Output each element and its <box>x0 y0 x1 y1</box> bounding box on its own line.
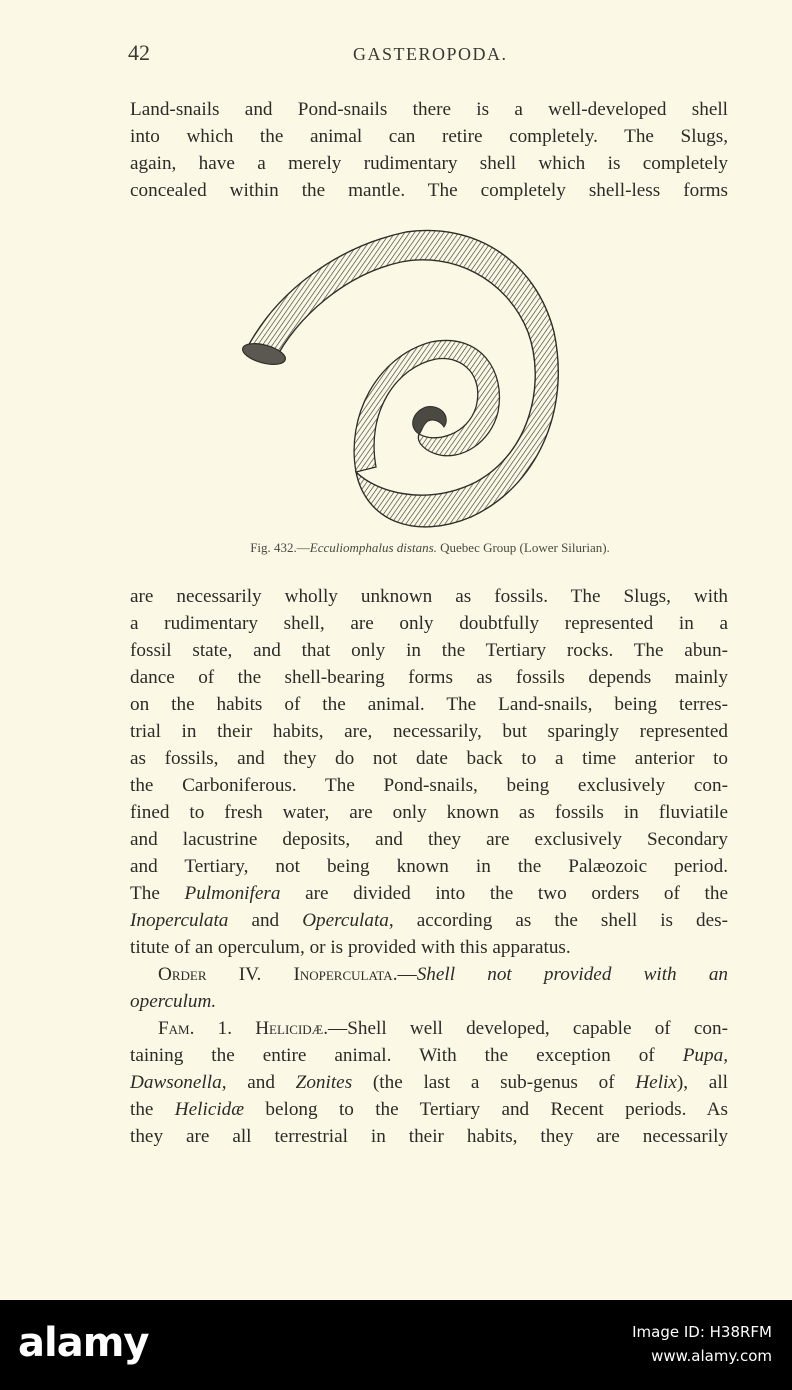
text-run: ), all <box>676 1072 728 1093</box>
text-run: are divided into the two orders of the <box>280 883 728 904</box>
text-line <box>130 1096 728 1123</box>
text-line: as fossils, and they do not date back to a time anterior to <box>130 748 728 769</box>
taxon-pulmonifera: Pulmonifera <box>184 883 281 904</box>
order-title: Order IV. Inoperculata. <box>158 964 398 985</box>
text-line: and lacustrine deposits, and they are exclusively Secondary <box>130 829 728 850</box>
text-line: dance of the shell-bearing forms as fossils depends mainly <box>130 667 728 688</box>
text-line: are necessarily wholly unknown as fossils. The Slugs, with <box>130 586 728 607</box>
family-heading <box>130 1015 728 1042</box>
text-line: trial in their habits, are, necessarily, but sparingly represented <box>130 721 728 742</box>
shell-apex <box>413 407 447 434</box>
top-paragraph <box>130 96 728 204</box>
figure-locality: Quebec Group (Lower Silurian). <box>436 540 610 555</box>
text-line: they are all terrestrial in their habits, they are necessarily <box>130 1126 728 1147</box>
text-run: —Shell well developed, capable of con- <box>328 1018 728 1039</box>
footer-meta <box>632 1320 772 1368</box>
text-line: a rudimentary shell, are only doubtfully represented in a <box>130 613 728 634</box>
text-line <box>130 1069 728 1096</box>
text-line <box>130 907 728 934</box>
family-title: Fam. 1. Helicidæ. <box>158 1018 329 1039</box>
stock-footer-bar <box>0 1300 792 1390</box>
inner-whorl <box>354 340 499 472</box>
text-line: titute of an operculum, or is provided with this apparatus. <box>130 937 571 958</box>
taxon-inoperculata: Inoperculata <box>130 910 229 931</box>
ecculiomphalus-shell-drawing <box>236 222 566 540</box>
text-line: into which the animal can retire completely. The Slugs, <box>130 126 728 147</box>
text-run: taining the entire animal. With the exception of <box>130 1045 683 1066</box>
text-line: Land-snails and Pond-snails there is a well-developed shell <box>130 99 728 120</box>
taxon-pupa: Pupa, <box>682 1045 728 1066</box>
outer-whorl <box>246 230 558 526</box>
text-run: the <box>130 1099 175 1120</box>
taxon-helix: Helix <box>635 1072 677 1093</box>
text-line <box>130 880 728 907</box>
text-line <box>130 988 728 1015</box>
page-number: 42 <box>128 40 150 65</box>
text-line: concealed within the mantle. The completely shell-less forms <box>130 180 728 201</box>
text-run: belong to the Tertiary and Recent periods. As <box>244 1099 728 1120</box>
figure-caption <box>150 540 710 556</box>
site-url: www.alamy.com <box>651 1347 772 1365</box>
text-line: fined to fresh water, are only known as fossils in fluviatile <box>130 802 728 823</box>
bottom-paragraph <box>130 583 728 1150</box>
taxon-operculata: Operculata <box>302 910 389 931</box>
taxon-dawsonella: Dawsonella <box>130 1072 222 1093</box>
text-line: the Carboniferous. The Pond-snails, being exclusively con- <box>130 775 728 796</box>
order-description: Shell not provided with an <box>416 964 729 985</box>
image-id: Image ID: H38RFM <box>632 1323 772 1341</box>
shell-illustration <box>236 222 566 540</box>
text-line: fossil state, and that only in the Tertiary rocks. The abun- <box>130 640 728 661</box>
page-header <box>128 38 728 74</box>
text-line: and Tertiary, not being known in the Palæozoic period. <box>130 856 728 877</box>
text-run: The <box>130 883 185 904</box>
text-run: , and <box>221 1072 296 1093</box>
text-run: — <box>397 964 417 985</box>
taxon-zonites: Zonites <box>295 1072 353 1093</box>
figure-label: Fig. 432.— <box>250 540 310 555</box>
text-run: and <box>228 910 303 931</box>
order-heading <box>130 961 728 988</box>
taxon-helicidae: Helicidæ <box>174 1099 245 1120</box>
text-run: , according as the shell is des- <box>388 910 728 931</box>
alamy-logo: alamy <box>18 1320 149 1366</box>
running-title: GASTEROPODA. <box>353 44 508 64</box>
figure-species: Ecculiomphalus distans. <box>309 540 437 555</box>
text-line: on the habits of the animal. The Land-snails, being terres- <box>130 694 728 715</box>
order-description-end: operculum. <box>130 991 217 1012</box>
text-line <box>130 1042 728 1069</box>
text-run: (the last a sub-genus of <box>352 1072 636 1093</box>
text-line: again, have a merely rudimentary shell which is completely <box>130 153 728 174</box>
